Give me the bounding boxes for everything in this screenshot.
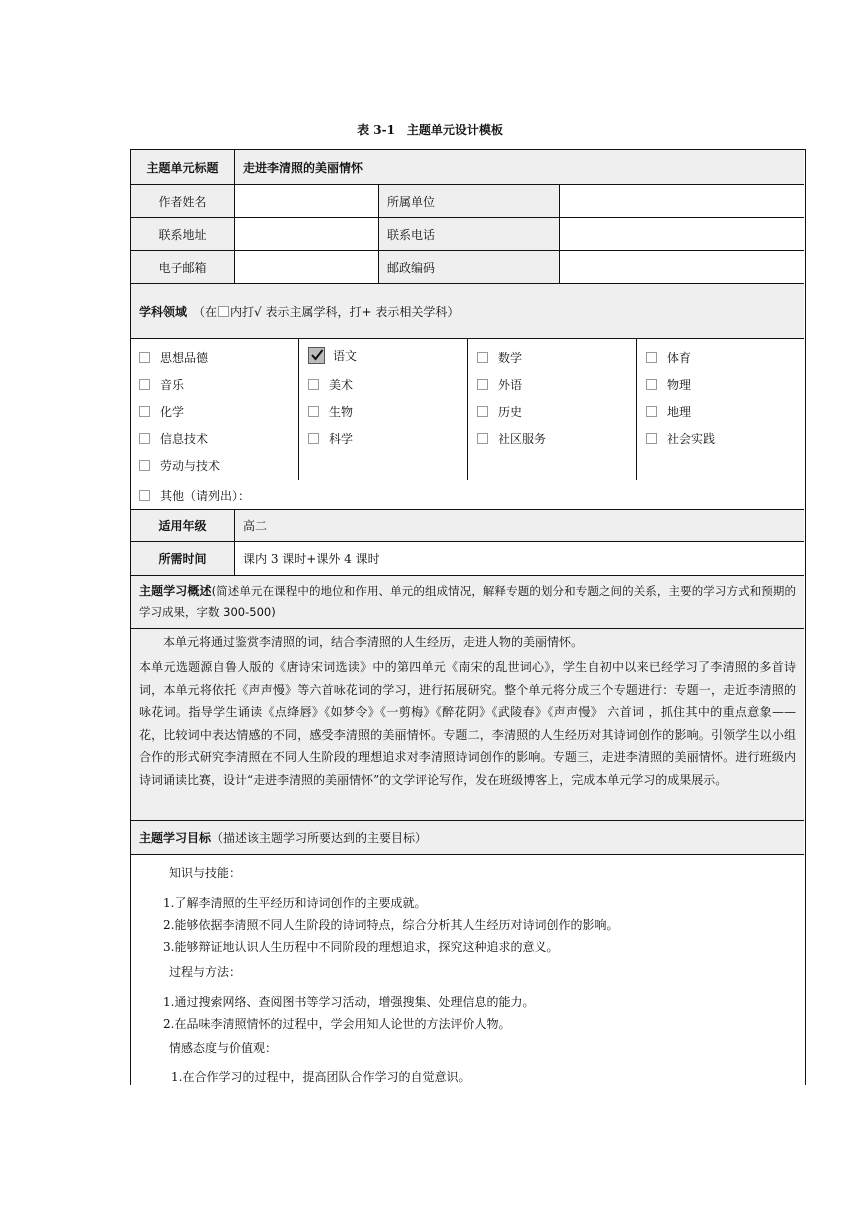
knowledge-item-1: 1.了解李清照的生平经历和诗词创作的主要成就。: [163, 896, 427, 910]
time-row: [131, 542, 804, 576]
checkbox-icon: [646, 433, 657, 444]
subject-checkbox-10[interactable]: 外语: [477, 374, 522, 394]
subject-checkbox-1[interactable]: 思想品德: [139, 347, 208, 367]
checkbox-icon: [308, 406, 319, 417]
goals-label: 主题学习目标: [139, 831, 212, 845]
address-label: 联系地址: [158, 227, 207, 242]
email-row: [131, 251, 804, 284]
emotion-item-1: 1.在合作学习的过程中，提高团队合作学习的自觉意识。: [171, 1070, 471, 1084]
subject-checkbox-other[interactable]: 其他（请列出）：: [139, 485, 250, 505]
grade-value: 高二: [234, 510, 804, 541]
subject-area-row: [131, 284, 804, 339]
checkbox-icon: [646, 406, 657, 417]
process-item-2: 2.在品味李清照情怀的过程中，学会用知人论世的方法评价人物。: [163, 1017, 511, 1031]
goals-content: [131, 855, 804, 1086]
time-value: 课内 3 课时+课外 4 课时: [234, 542, 804, 575]
overview-para-1: 本单元将通过鉴赏李清照的词，结合李清照的人生经历，走进人物的美丽情怀。: [163, 635, 584, 649]
checkbox-icon: [218, 306, 229, 317]
subject-checkbox-7[interactable]: 生物: [308, 401, 353, 421]
checkbox-icon: [308, 433, 319, 444]
checkbox-icon: [139, 406, 150, 417]
email-label: 电子邮箱: [158, 260, 207, 275]
subject-checkbox-14[interactable]: 物理: [646, 374, 691, 394]
overview-para-2: 本单元选题源自鲁人版的《唐诗宋词选读》中的第四单元《南宋的乱世词心》，学生自初中以来已经学习了李清照的多首诗词，本单元将依托《声声慢》等六首咏花词的学习，进行拓展研究。整个单元将分成三个专题进行：专题一，走近李清照的咏花词。指导学生诵读《点绛唇》《如梦令》《一剪梅》《醉花阴》《武陵春》《声声慢》 六首词 ，抓住其中的重点意象——花，比较词中表达情感的不同，感受李清照的美丽情怀。专题二，李清照的人生经历对其诗词创作的影响。引领学生以小组合作的形式研究李清照在不同人生阶段的理想追求对李清照诗词创作的影响。专题三，走进李清照的美丽情怀。进行班级内诗词诵读比赛，设计“走进李清照的美丽情怀”的文学评论写作，发在班级博客上，完成本单元学习的成果展示。: [139, 660, 796, 787]
checkbox-icon: [646, 352, 657, 363]
address-field[interactable]: [234, 218, 378, 250]
phone-field[interactable]: [559, 218, 804, 250]
postcode-field[interactable]: [559, 251, 804, 283]
checkbox-icon: [139, 379, 150, 390]
subject-checkbox-12[interactable]: 社区服务: [477, 428, 546, 448]
grade-label: 适用年级: [131, 510, 234, 541]
checkbox-icon: [477, 379, 488, 390]
subject-area-hint-suffix: 内打√ 表示主属学科，打+ 表示相关学科）: [230, 304, 460, 319]
phone-label: 联系电话: [378, 218, 559, 250]
process-title: 过程与方法：: [169, 965, 242, 979]
subject-checkbox-8[interactable]: 科学: [308, 428, 353, 448]
unit-design-table: [130, 149, 806, 1085]
author-field[interactable]: [234, 185, 378, 217]
subject-checkbox-9[interactable]: 数学: [477, 347, 522, 367]
goals-heading-row: [131, 821, 804, 855]
overview-content-row: [131, 629, 804, 821]
overview-heading-row: [131, 576, 804, 629]
emotion-title: 情感态度与价值观：: [169, 1041, 278, 1055]
checkbox-icon: [139, 460, 150, 471]
knowledge-item-2: 2.能够依据李清照不同人生阶段的诗词特点，综合分析其人生经历对诗词创作的影响。: [163, 918, 619, 932]
goals-heading: [131, 821, 804, 854]
author-row: [131, 185, 804, 218]
process-item-1: 1.通过搜索网络、查阅图书等学习活动，增强搜集、处理信息的能力。: [163, 995, 535, 1009]
subject-checkbox-6[interactable]: 美术: [308, 374, 353, 394]
checkbox-icon: [139, 433, 150, 444]
knowledge-item-3: 3.能够辩证地认识人生历程中不同阶段的理想追求，探究这种追求的意义。: [163, 940, 559, 954]
overview-desc: (简述单元在课程中的地位和作用、单元的组成情况，解释专题的划分和专题之间的关系，主要的学习方式和预期的学习成果，字数 300-500): [139, 584, 796, 619]
subject-area-hint-prefix: （在: [193, 304, 218, 319]
overview-label: 主题学习概述: [139, 584, 212, 598]
checkbox-icon: [139, 352, 150, 363]
subject-col-divider-1: [298, 339, 299, 480]
subject-checkbox-4[interactable]: 信息技术: [139, 428, 208, 448]
title-row: [131, 150, 804, 185]
title-label: 主题单元标题: [146, 160, 219, 175]
knowledge-title: 知识与技能：: [169, 866, 242, 880]
overview-heading: [139, 581, 796, 623]
checkbox-icon: [477, 433, 488, 444]
email-field[interactable]: [234, 251, 378, 283]
author-label: 作者姓名: [158, 194, 207, 209]
subject-col-divider-3: [636, 339, 637, 480]
subject-area-label: 学科领域: [139, 304, 188, 319]
subject-checkbox-15[interactable]: 地理: [646, 401, 691, 421]
unit-field[interactable]: [559, 185, 804, 217]
subject-area-heading: [131, 284, 804, 338]
subject-checkbox-16[interactable]: 社会实践: [646, 428, 715, 448]
postcode-label: 邮政编码: [378, 251, 559, 283]
subject-checkbox-3[interactable]: 化学: [139, 401, 184, 421]
checkbox-icon: [646, 379, 657, 390]
subject-col-divider-2: [467, 339, 468, 480]
checkmark-icon: [308, 347, 325, 364]
checkbox-icon: [477, 352, 488, 363]
address-row: [131, 218, 804, 251]
goals-desc: （描述该主题学习所要达到的主要目标）: [211, 831, 428, 845]
subject-checkbox-2[interactable]: 音乐: [139, 374, 184, 394]
checkbox-icon: [477, 406, 488, 417]
checkbox-icon: [139, 490, 150, 501]
subject-checkbox-5[interactable]: 劳动与技术: [139, 455, 220, 475]
table-caption: 表 3-1 主题单元设计模板: [357, 123, 503, 137]
time-label: 所需时间: [131, 542, 234, 575]
subject-checkbox-13[interactable]: 体育: [646, 347, 691, 367]
checkbox-icon: [308, 379, 319, 390]
subject-checkbox-chinese[interactable]: 语文: [308, 345, 357, 365]
unit-label: 所属单位: [378, 185, 559, 217]
title-value: 走进李清照的美丽情怀: [234, 150, 804, 184]
grade-row: [131, 509, 804, 542]
subjects-grid: [131, 339, 804, 508]
subject-checkbox-11[interactable]: 历史: [477, 401, 522, 421]
